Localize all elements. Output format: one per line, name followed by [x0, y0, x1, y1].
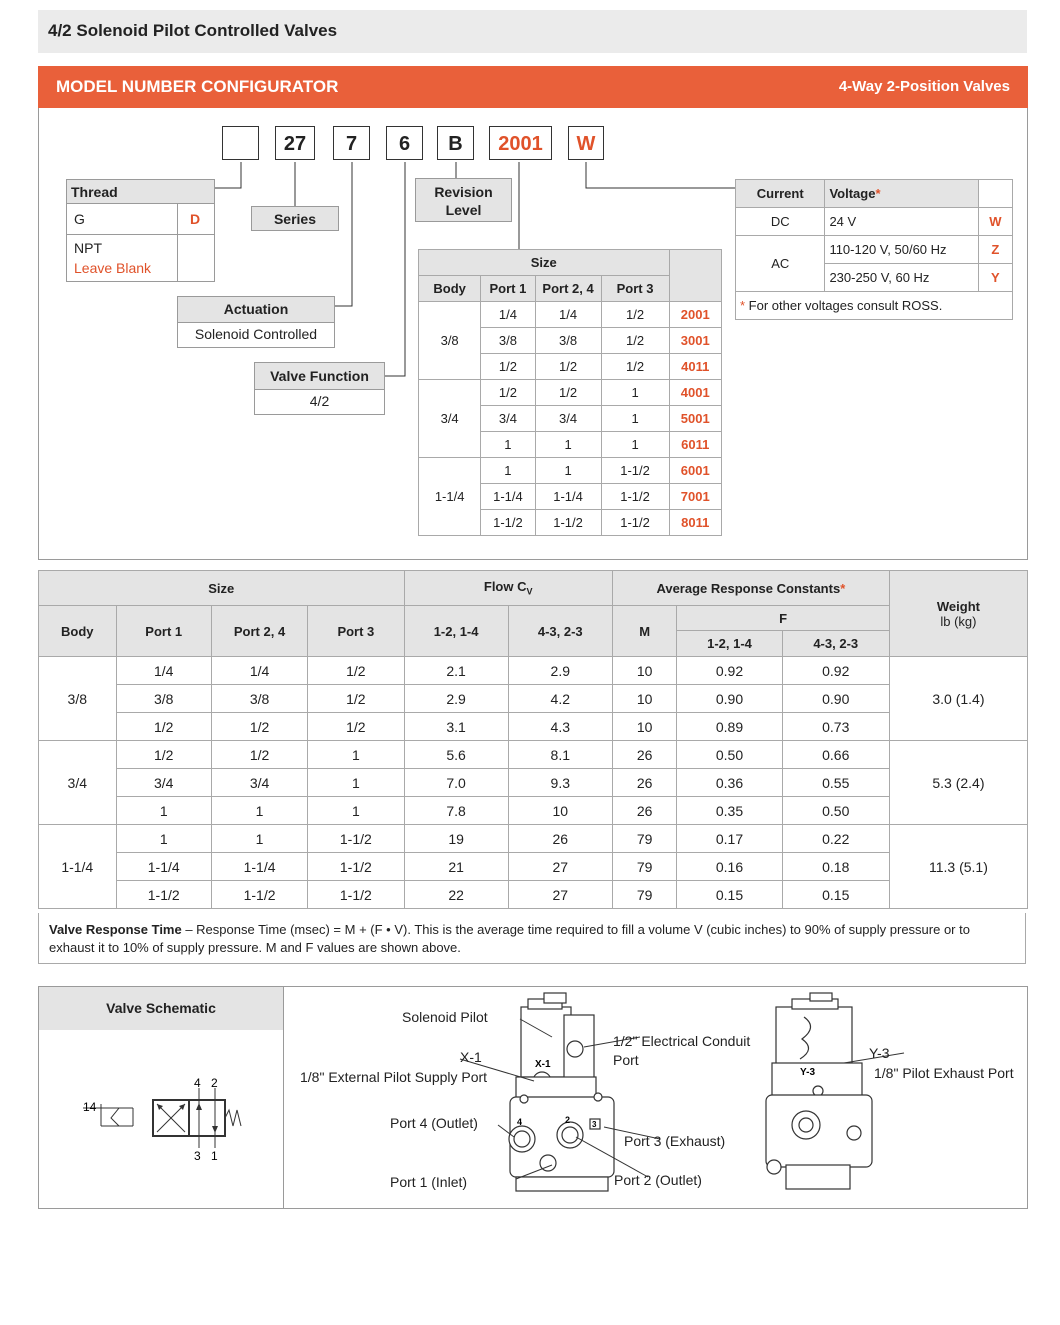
specs-m: 26: [612, 769, 677, 797]
specs-flow43: 9.3: [508, 769, 612, 797]
code-box-actuation: 7: [333, 126, 370, 160]
size-row: [419, 458, 722, 484]
specs-row: [39, 657, 1028, 685]
voltage-dc-value: 24 V: [825, 208, 978, 236]
size-port1: 1: [481, 432, 535, 458]
mark-2: 2: [565, 1115, 571, 1125]
size-port3: 1: [601, 406, 669, 432]
specs-f43: 0.18: [782, 853, 889, 881]
specs-m: 10: [612, 713, 677, 741]
callout-conduit-line1: 1/2" Electrical Conduit: [613, 1033, 751, 1049]
symbol-port-1: 1: [211, 1149, 218, 1163]
specs-f43: 0.66: [782, 741, 889, 769]
specs-p1: 1: [116, 797, 211, 825]
size-port1: 1-1/2: [481, 510, 535, 536]
specs-flow43: 27: [508, 853, 612, 881]
specs-row: [39, 881, 1028, 909]
voltage-dc-current: DC: [736, 208, 825, 236]
specs-p24: 1: [211, 797, 307, 825]
size-port3: 1: [601, 432, 669, 458]
specs-flow43: 27: [508, 881, 612, 909]
code-box-voltage: W: [568, 126, 604, 160]
voltage-ac2-value: 230-250 V, 60 Hz: [825, 264, 978, 292]
configurator-subtitle: 4-Way 2-Position Valves: [838, 78, 1010, 95]
size-port24: 1-1/4: [535, 484, 601, 510]
specs-col-body: Body: [39, 606, 117, 657]
specs-flow43: 8.1: [508, 741, 612, 769]
configurator-banner: [38, 66, 1028, 108]
specs-m: 26: [612, 741, 677, 769]
code-box-revision: B: [437, 126, 474, 160]
voltage-ac2-code: Y: [978, 264, 1012, 292]
specs-flow12: 2.9: [404, 685, 508, 713]
valve-symbol: [39, 1030, 283, 1208]
voltage-ac-current: AC: [736, 236, 825, 292]
specs-f12: 0.92: [677, 657, 782, 685]
code-box-series: 27: [275, 126, 315, 160]
code-box-thread: [222, 126, 259, 160]
specs-col-port1: Port 1: [116, 606, 211, 657]
specs-p1: 3/8: [116, 685, 211, 713]
size-port24: 1/2: [535, 380, 601, 406]
revision-line1: Revision: [434, 184, 493, 200]
size-port3: 1/2: [601, 354, 669, 380]
specs-p1: 1/4: [116, 657, 211, 685]
callout-y3: Y-3: [869, 1045, 890, 1061]
specs-p3: 1-1/2: [308, 825, 404, 853]
specs-p3: 1: [308, 741, 404, 769]
specs-col-f43: 4-3, 2-3: [782, 631, 889, 657]
specs-row: [39, 797, 1028, 825]
size-row: [419, 302, 722, 328]
size-code: 6011: [669, 432, 721, 458]
specs-col-flow12: 1-2, 1-4: [404, 606, 508, 657]
schematic-header: Valve Schematic: [39, 987, 284, 1030]
specs-row: [39, 825, 1028, 853]
mark-x1: X-1: [535, 1059, 551, 1070]
specs-weight: 11.3 (5.1): [889, 825, 1027, 909]
specs-m: 10: [612, 685, 677, 713]
specs-f12: 0.36: [677, 769, 782, 797]
thread-header: Thread: [67, 180, 214, 204]
page-title: 4/2 Solenoid Pilot Controlled Valves: [48, 21, 338, 40]
mark-4: 4: [517, 1117, 523, 1127]
size-col-port3: Port 3: [601, 276, 669, 302]
specs-f12: 0.16: [677, 853, 782, 881]
specs-p3: 1-1/2: [308, 881, 404, 909]
specs-f43: 0.92: [782, 657, 889, 685]
specs-flow12: 5.6: [404, 741, 508, 769]
size-port24: 3/4: [535, 406, 601, 432]
voltage-ac1-value: 110-120 V, 50/60 Hz: [825, 236, 978, 264]
callout-solenoid-pilot: Solenoid Pilot: [402, 1009, 488, 1025]
size-row: [419, 380, 722, 406]
size-code-table: [418, 249, 722, 536]
specs-row: [39, 713, 1028, 741]
specs-p24: 1/4: [211, 657, 307, 685]
specs-f12: 0.35: [677, 797, 782, 825]
specs-f12: 0.15: [677, 881, 782, 909]
size-port3: 1/2: [601, 302, 669, 328]
specs-f43: 0.73: [782, 713, 889, 741]
size-code: 4001: [669, 380, 721, 406]
voltage-table: [735, 179, 1013, 320]
specs-p24: 1: [211, 825, 307, 853]
thread-npt-label: NPT: [74, 240, 102, 256]
specs-f12: 0.89: [677, 713, 782, 741]
size-code: 2001: [669, 302, 721, 328]
size-port24: 1-1/2: [535, 510, 601, 536]
specs-flow12: 2.1: [404, 657, 508, 685]
specs-m: 26: [612, 797, 677, 825]
specs-p24: 3/4: [211, 769, 307, 797]
specs-p24: 3/8: [211, 685, 307, 713]
specs-body: 3/8: [39, 657, 117, 741]
specs-row: [39, 853, 1028, 881]
valve-function-value: 4/2: [309, 393, 330, 409]
specs-flow12: 22: [404, 881, 508, 909]
size-body: 3/8: [419, 302, 481, 380]
specs-p1: 1-1/4: [116, 853, 211, 881]
size-col-port1: Port 1: [481, 276, 535, 302]
specs-p1: 1/2: [116, 713, 211, 741]
specs-flow43: 4.2: [508, 685, 612, 713]
specs-flow43: 10: [508, 797, 612, 825]
size-port3: 1-1/2: [601, 484, 669, 510]
callout-port4: Port 4 (Outlet): [390, 1115, 478, 1131]
schematic-panel: [38, 986, 1028, 1209]
specs-flow43: 2.9: [508, 657, 612, 685]
note-text: – Response Time (msec) = M + (F • V). This is the average time required to fill a volume V (cubic inches) to 90% of supply pressure or to exhaust it to 10% of supply pressure. M and F values are shown above.: [49, 922, 970, 955]
configurator-title: MODEL NUMBER CONFIGURATOR: [56, 77, 339, 96]
specs-flow43: 4.3: [508, 713, 612, 741]
specs-f12: 0.17: [677, 825, 782, 853]
specs-f43: 0.22: [782, 825, 889, 853]
callout-x1-desc: 1/8" External Pilot Supply Port: [300, 1069, 488, 1085]
size-col-body: Body: [419, 276, 481, 302]
voltage-footnote: * For other voltages consult ROSS.: [736, 292, 1013, 320]
specs-head-flow: Flow $C_V$: [404, 571, 612, 606]
specs-f43: 0.15: [782, 881, 889, 909]
size-header: Size: [419, 250, 670, 276]
specs-flow12: 21: [404, 853, 508, 881]
specs-p1: 1: [116, 825, 211, 853]
size-port1: 1-1/4: [481, 484, 535, 510]
thread-table: [66, 179, 215, 282]
size-col-port24: Port 2, 4: [535, 276, 601, 302]
size-port1: 1/4: [481, 302, 535, 328]
specs-flow43: 26: [508, 825, 612, 853]
specs-col-port24: Port 2, 4: [211, 606, 307, 657]
specs-flow12: 7.0: [404, 769, 508, 797]
size-port3: 1: [601, 380, 669, 406]
specs-p24: 1-1/4: [211, 853, 307, 881]
specs-f43: 0.50: [782, 797, 889, 825]
valve-function-table: [254, 362, 385, 415]
size-code: 4011: [669, 354, 721, 380]
symbol-port-2: 2: [211, 1076, 218, 1090]
series-label: Series: [251, 206, 339, 231]
voltage-ac1-code: Z: [978, 236, 1012, 264]
callout-port2: Port 2 (Outlet): [614, 1172, 702, 1188]
size-code: 3001: [669, 328, 721, 354]
mark-3: 3: [592, 1120, 597, 1129]
size-port1: 3/4: [481, 406, 535, 432]
size-body: 3/4: [419, 380, 481, 458]
size-port24: 3/8: [535, 328, 601, 354]
thread-npt-sublabel: Leave Blank: [74, 260, 152, 276]
specs-col-port3: Port 3: [308, 606, 404, 657]
callout-conduit-line2: Port: [613, 1052, 639, 1068]
symbol-port-3: 3: [194, 1149, 201, 1163]
specs-p1: 1-1/2: [116, 881, 211, 909]
specs-p24: 1/2: [211, 741, 307, 769]
size-port24: 1/2: [535, 354, 601, 380]
specs-head-response: Average Response Constants*: [612, 571, 889, 606]
specs-head-f: F: [677, 606, 889, 631]
specs-table: [38, 570, 1028, 909]
specs-p3: 1: [308, 797, 404, 825]
specs-m: 79: [612, 881, 677, 909]
specs-p3: 1/2: [308, 685, 404, 713]
size-port1: 1/2: [481, 380, 535, 406]
thread-g-code: D: [190, 211, 201, 227]
specs-p3: 1: [308, 769, 404, 797]
valve-function-header: Valve Function: [255, 363, 384, 390]
size-port1: 3/8: [481, 328, 535, 354]
callout-y3-desc: 1/8" Pilot Exhaust Port: [874, 1065, 1014, 1081]
specs-col-flow43: 4-3, 2-3: [508, 606, 612, 657]
size-port3: 1-1/2: [601, 510, 669, 536]
symbol-port-4: 4: [194, 1076, 201, 1090]
specs-p24: 1/2: [211, 713, 307, 741]
mark-y3: Y-3: [800, 1067, 816, 1078]
size-port24: 1: [535, 458, 601, 484]
schematic-symbol-area: [39, 1030, 284, 1208]
specs-row: [39, 769, 1028, 797]
specs-head-weight: Weight lb (kg): [889, 571, 1027, 657]
specs-p24: 1-1/2: [211, 881, 307, 909]
specs-p1: 1/2: [116, 741, 211, 769]
specs-f43: 0.55: [782, 769, 889, 797]
actuation-value: Solenoid Controlled: [194, 326, 318, 342]
specs-flow12: 7.8: [404, 797, 508, 825]
specs-col-m: M: [612, 606, 677, 657]
specs-flow12: 19: [404, 825, 508, 853]
specs-p3: 1/2: [308, 713, 404, 741]
specs-body: 3/4: [39, 741, 117, 825]
size-code: 5001: [669, 406, 721, 432]
specs-f12: 0.90: [677, 685, 782, 713]
specs-head-size: Size: [39, 571, 405, 606]
size-port1: 1: [481, 458, 535, 484]
specs-p3: 1/2: [308, 657, 404, 685]
code-box-size: 2001: [489, 126, 552, 160]
size-body: 1-1/4: [419, 458, 481, 536]
code-box-function: 6: [386, 126, 423, 160]
specs-m: 10: [612, 657, 677, 685]
size-port24: 1/4: [535, 302, 601, 328]
voltage-col-voltage: Voltage*: [825, 180, 978, 208]
size-port24: 1: [535, 432, 601, 458]
specs-f12: 0.50: [677, 741, 782, 769]
voltage-dc-code: W: [978, 208, 1012, 236]
size-code: 8011: [669, 510, 721, 536]
specs-weight: 5.3 (2.4): [889, 741, 1027, 825]
specs-weight: 3.0 (1.4): [889, 657, 1027, 741]
specs-body: 1-1/4: [39, 825, 117, 909]
response-time-note: [38, 913, 1026, 964]
thread-g-label: G: [74, 211, 85, 227]
callout-port1: Port 1 (Inlet): [390, 1174, 468, 1190]
callout-x1: X-1: [460, 1049, 482, 1065]
configurator-panel: [38, 108, 1028, 560]
specs-row: [39, 685, 1028, 713]
voltage-col-current: Current: [736, 180, 825, 208]
specs-p3: 1-1/2: [308, 853, 404, 881]
specs-f43: 0.90: [782, 685, 889, 713]
specs-m: 79: [612, 825, 677, 853]
page-header: [38, 10, 1027, 53]
size-port3: 1-1/2: [601, 458, 669, 484]
specs-m: 79: [612, 853, 677, 881]
symbol-port-14: 14: [83, 1100, 97, 1114]
callout-port3: Port 3 (Exhaust): [624, 1133, 726, 1149]
specs-p1: 3/4: [116, 769, 211, 797]
size-port3: 1/2: [601, 328, 669, 354]
specs-flow12: 3.1: [404, 713, 508, 741]
size-port1: 1/2: [481, 354, 535, 380]
note-bold: Valve Response Time: [49, 922, 182, 937]
size-code: 7001: [669, 484, 721, 510]
actuation-header: Actuation: [178, 297, 334, 323]
actuation-table: [177, 296, 335, 348]
specs-row: [39, 741, 1028, 769]
size-code: 6001: [669, 458, 721, 484]
revision-line2: Level: [445, 202, 482, 218]
specs-col-f12: 1-2, 1-4: [677, 631, 782, 657]
revision-level-label: [415, 178, 512, 222]
